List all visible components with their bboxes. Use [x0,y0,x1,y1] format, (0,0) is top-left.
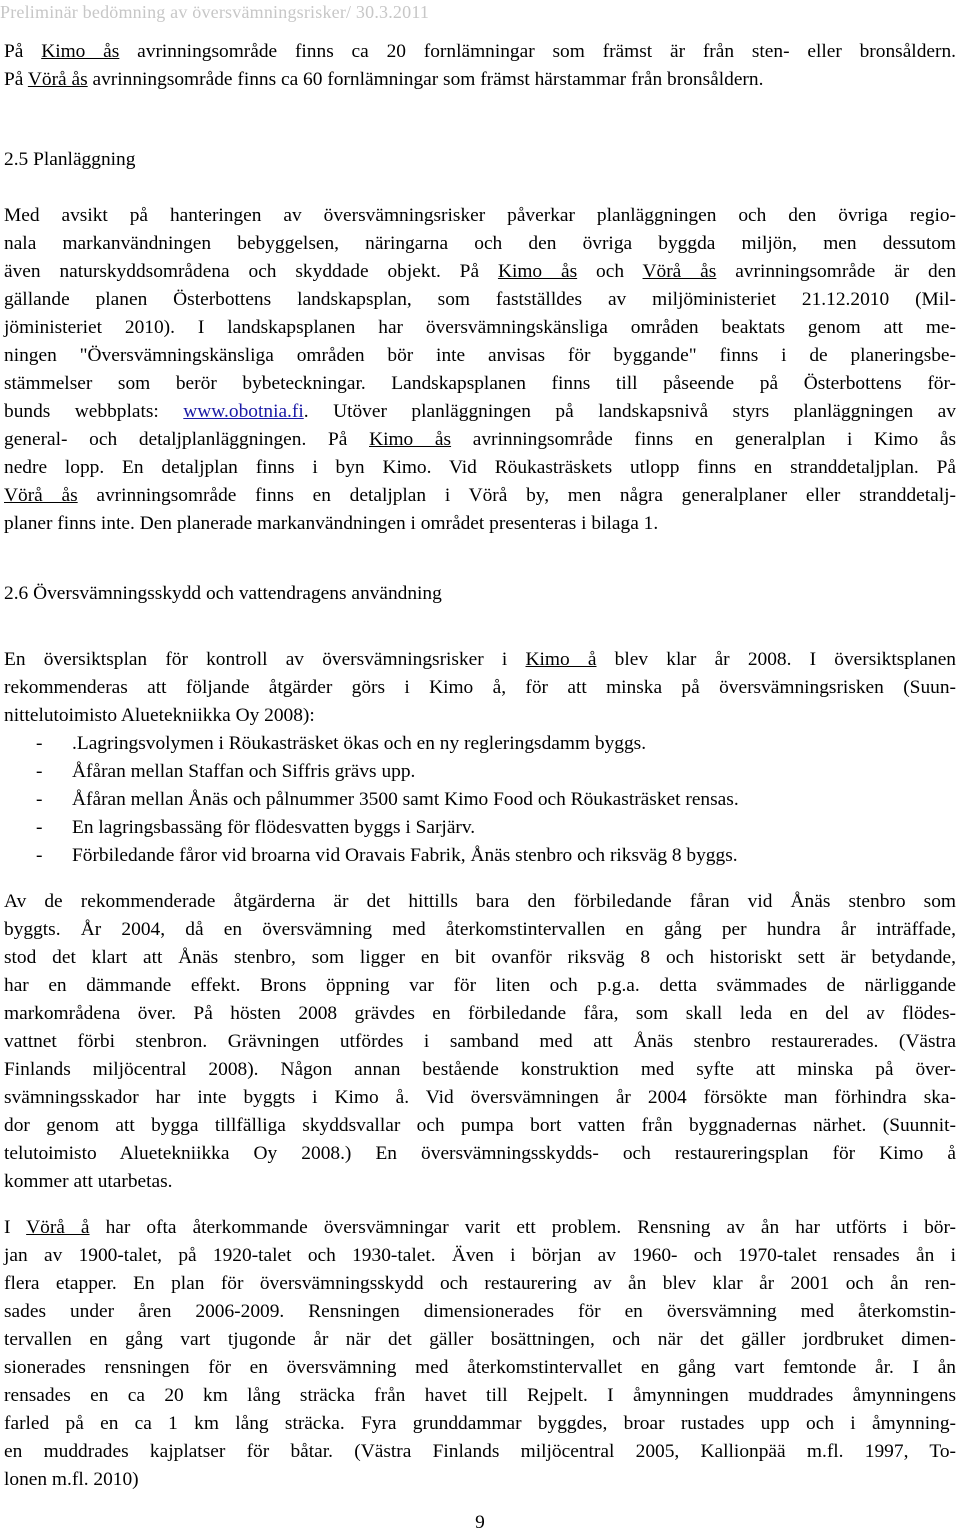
kimo-a-link[interactable]: Kimo å [525,649,597,670]
paragraph-line: Av de rekommenderade åtgärderna är det hittills bara den förbiledande fåran vid Ånäs stenbro som [4,891,956,912]
paragraph-line: telutoimisto Aluetekniikka Oy 2008.) En översvämningsskydds- och restaureringsplan för Kimo å [4,1143,956,1164]
paragraph-line: nittelutoimisto Aluetekniikka Oy 2008): [4,705,315,726]
paragraph-line: rekommenderas att följande åtgärder görs i Kimo å, för att minska på översvämningsrisken (Suun- [4,677,956,698]
dash-marker: - [36,817,43,838]
paragraph-line: farled på en ca 1 km lång sträcka. Fyra grunddammar byggdes, broar rustades upp och i åmynning- [4,1413,956,1434]
running-header: Preliminär bedömning av översvämningsrisker/ 30.3.2011 [0,2,430,22]
paragraph-line: nala markanvändningen bebyggelsen, näringarna och den övriga byggda miljön, men dessutom [4,233,956,254]
dash-marker: - [36,733,43,754]
paragraph-line: en muddrades kajplatser för båtar. (Västra Finlands miljöcentral 2005, Kallionpää m.fl. 1997, To- [4,1441,956,1462]
section-heading: 2.6 Översvämningsskydd och vattendragens användning [4,583,442,604]
vora-as-link[interactable]: Vörå ås [642,261,717,282]
paragraph-line: markområdena över. På hösten 2008 grävdes en förbiledande fåra, som skall leda en del av flödes- [4,1003,956,1024]
paragraph-line: Finlands miljöcentral 2008). Någon annan bestående konstruktion med syfte att minska på över- [4,1059,956,1080]
section-heading: 2.5 Planläggning [4,149,136,170]
intro-line: På Vörå ås avrinningsområde finns ca 60 fornlämningar som främst härstammar från bronsåldern. [4,69,764,90]
paragraph-line: jan av 1900-talet, på 1920-talet och 1930-talet. Även i början av 1960- och 1970-talet rensades ån i [4,1245,956,1266]
paragraph-line: kommer att utarbetas. [4,1171,173,1192]
list-item: - Åfåran mellan Staffan och Siffris grävs upp. [36,758,936,786]
paragraph-line: sades under åren 2006-2009. Rensningen dimensionerades för en översvämning med återkomstin- [4,1301,956,1322]
paragraph-line: En översiktsplan för kontroll av översvämningsrisker i Kimo å blev klar år 2008. I översiktsplanen [4,649,956,670]
paragraph-line: rensades en ca 20 km lång sträcka från havet till Rejpelt. I åmynningen muddrades åmynningens [4,1385,956,1406]
list-item: - .Lagringsvolymen i Röukasträsket ökas och en ny regleringsdamm byggs. [36,730,936,758]
vora-as-link[interactable]: Vörå ås [27,69,88,90]
obotnia-website-link[interactable]: www.obotnia.fi [183,401,304,422]
paragraph-line: vattnet förbi stenbron. Grävningen utfördes i samband med att Ånäs stenbro restaurerades. (Västra [4,1031,956,1052]
paragraph-line: stod det klart att Ånäs stenbro, som ligger en bit ovanför riksväg 8 och historiskt sett är betydande, [4,947,956,968]
list-item: - Förbiledande fåror vid broarna vid Oravais Fabrik, Ånäs stenbro och riksväg 8 byggs. [36,842,936,870]
paragraph-line: bunds webbplats: www.obotnia.fi. Utöver planläggningen på landskapsnivå styrs planläggningen av [4,401,956,422]
vora-a-link[interactable]: Vörå å [26,1217,90,1238]
intro-line: På Kimo ås avrinningsområde finns ca 20 fornlämningar som främst är från sten- eller bronsåldern. [4,41,956,62]
paragraph-line: Med avsikt på hanteringen av översvämningsrisker påverkar planläggningen och den övriga regio- [4,205,956,226]
paragraph-line: lonen m.fl. 2010) [4,1469,139,1490]
paragraph-line: Vörå ås avrinningsområde finns en detaljplan i Vörå by, men några generalplaner eller stranddetalj- [4,485,956,506]
paragraph-line: I Vörå å har ofta återkommande översvämningar varit ett problem. Rensning av ån har utförts i bör- [4,1217,956,1238]
paragraph-line: jöministeriet 2010). I landskapsplanen har översvämningskänsliga områden beaktats genom att me- [4,317,956,338]
paragraph-line: ningen "Översvämningskänsliga områden bör inte anvisas för byggande" finns i de planeringsbe- [4,345,956,366]
page-number: 9 [475,1512,485,1533]
paragraph-line: planer finns inte. Den planerade markanvändningen i området presenteras i bilaga 1. [4,513,659,534]
dash-marker: - [36,789,43,810]
paragraph-line: har en dämmande effekt. Brons öppning var för liten och p.g.a. detta svämmades de närliggande [4,975,956,996]
dash-marker: - [36,845,43,866]
list-item: - En lagringsbassäng för flödesvatten byggs i Sarjärv. [36,814,936,842]
kimo-as-link[interactable]: Kimo ås [497,261,578,282]
paragraph-line: även naturskyddsområdena och skyddade objekt. På Kimo ås och Vörå ås avrinningsområde är den [4,261,957,282]
paragraph-line: nedre lopp. En detaljplan finns i byn Kimo. Vid Röukasträskets utlopp finns en stranddetaljplan. På [4,457,956,478]
paragraph-line: stämmelser som berör bybeteckningar. Landskapsplanen finns till påseende på Österbottens för- [4,373,956,394]
paragraph-line: dor genom att bygga tillfälliga skyddsvallar och pumpa bort vatten från byggnadernas närhet. (Suunnit- [4,1115,956,1136]
paragraph-line: tervallen en gång vart tjugonde år när det gäller bosättningen, och när det gäller jordbruket dimen- [4,1329,956,1350]
kimo-as-link[interactable]: Kimo ås [41,41,120,62]
kimo-as-link[interactable]: Kimo ås [369,429,452,450]
vora-as-link[interactable]: Vörå ås [4,485,78,506]
paragraph-line: svämningsskador har inte byggts i Kimo å. Vid översvämningen år 2004 försökte man förhindra ska- [4,1087,956,1108]
paragraph-line: byggts. År 2004, då en översvämning med återkomstintervallen en gång per hundra år inträffade, [4,919,956,940]
dash-marker: - [36,761,43,782]
paragraph-line: sionerades rensningen för en översvämning med återkomstintervallet en gång vart femtonde år. I ån [4,1357,956,1378]
list-item: - Åfåran mellan Ånäs och pålnummer 3500 samt Kimo Food och Röukasträsket rensas. [36,786,936,814]
paragraph-line: general- och detaljplanläggningen. På Kimo ås avrinningsområde finns en generalplan i Kimo ås [4,429,957,450]
paragraph-line: flera etapper. En plan för översvämningsskydd och restaurering av ån blev klar år 2001 och ån ren- [4,1273,956,1294]
paragraph-line: gällande planen Österbottens landskapsplan, som fastställdes av miljöministeriet 21.12.2010 (Mil- [4,289,956,310]
